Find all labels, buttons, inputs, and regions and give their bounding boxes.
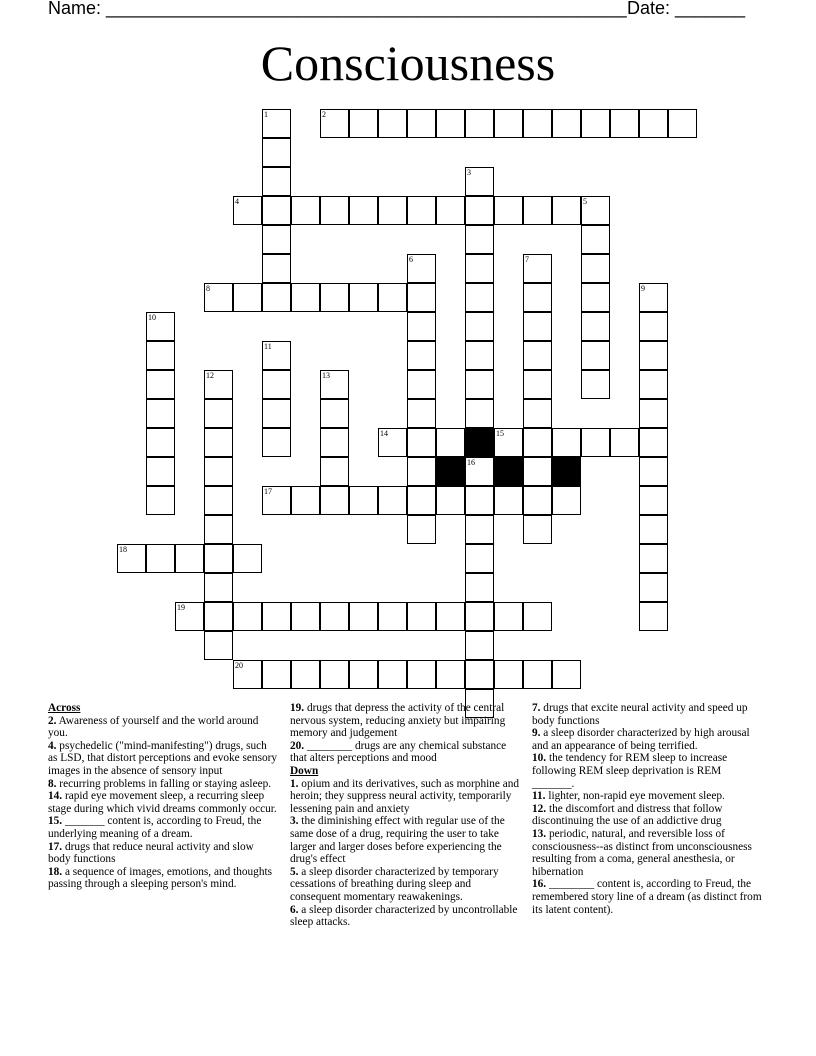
grid-cell[interactable] (465, 544, 494, 573)
grid-cell[interactable] (146, 341, 175, 370)
clue-number-label: 9. (532, 727, 541, 740)
clue-text: the tendency for REM sleep to increase following REM sleep deprivation is REM _______. (532, 752, 728, 790)
grid-cell[interactable] (465, 341, 494, 370)
clues-column-3 (532, 702, 764, 916)
clue-text: rapid eye movement sleep, a recurring sleep stage during which vivid dreams commonly occur. (48, 790, 277, 815)
grid-cell[interactable] (262, 660, 291, 689)
grid-cell[interactable] (407, 457, 436, 486)
clue-text: the diminishing effect with regular use of the same dose of a drug, requiring the user to take larger and larger doses before experiencing the drug's effect (290, 815, 505, 866)
grid-cell[interactable] (349, 486, 378, 515)
black-square (465, 428, 494, 457)
name-field-label[interactable]: Name: ____________________________________________________ (48, 0, 627, 18)
grid-cell[interactable] (639, 370, 668, 399)
grid-cell[interactable] (204, 399, 233, 428)
clue-text: a sleep disorder characterized by temporary cessations of breathing during sleep and consequent momentary reawakenings. (290, 865, 499, 903)
clue-number-label: 4. (48, 739, 57, 752)
grid-cell[interactable] (320, 457, 349, 486)
clue-number-label: 12. (532, 802, 547, 815)
down-clue (290, 778, 522, 816)
grid-cell[interactable] (262, 370, 291, 399)
grid-cell[interactable] (262, 486, 291, 515)
grid-cell[interactable] (291, 486, 320, 515)
grid-cell[interactable] (233, 196, 262, 225)
grid-cell[interactable] (117, 544, 146, 573)
across-clue (48, 715, 278, 740)
clue-number-label: 14. (48, 790, 63, 803)
grid-cell[interactable] (204, 544, 233, 573)
page-title: Consciousness (260, 35, 556, 91)
clue-number-label: 6. (290, 903, 299, 916)
grid-cell[interactable] (407, 109, 436, 138)
grid-cell[interactable] (581, 225, 610, 254)
grid-cell[interactable] (581, 109, 610, 138)
grid-cell[interactable] (349, 660, 378, 689)
clues-column-2 (290, 702, 522, 929)
across-heading: Across (48, 702, 81, 714)
clue-number: 15 (496, 429, 504, 438)
across-clue (48, 815, 278, 840)
grid-cell[interactable] (436, 602, 465, 631)
across-clue (290, 702, 522, 740)
grid-cell[interactable] (639, 428, 668, 457)
grid-cell[interactable] (523, 370, 552, 399)
grid-cell[interactable] (523, 312, 552, 341)
down-clue (532, 702, 764, 727)
grid-cell[interactable] (407, 312, 436, 341)
grid-cell[interactable] (262, 341, 291, 370)
grid-cell[interactable] (407, 660, 436, 689)
down-clue (290, 866, 522, 904)
grid-cell[interactable] (407, 370, 436, 399)
date-field-label[interactable]: Date: _______ (627, 0, 746, 18)
grid-cell[interactable] (349, 283, 378, 312)
grid-cell[interactable] (146, 370, 175, 399)
clue-number: 6 (409, 255, 413, 264)
clue-number-label: 17. (48, 840, 63, 853)
grid-cell[interactable] (610, 109, 639, 138)
grid-cell[interactable] (407, 428, 436, 457)
clue-number-label: 16. (532, 878, 547, 891)
grid-cell[interactable] (494, 660, 523, 689)
grid-cell[interactable] (320, 602, 349, 631)
grid-cell[interactable] (262, 167, 291, 196)
grid-cell[interactable] (262, 602, 291, 631)
grid-cell[interactable] (378, 283, 407, 312)
grid-cell[interactable] (262, 399, 291, 428)
clue-text: psychedelic ("mind-manifesting") drugs, such as LSD, that distort perceptions and evoke sensory images in the absence of sensory input (48, 739, 278, 777)
grid-cell[interactable] (262, 283, 291, 312)
grid-cell[interactable] (378, 109, 407, 138)
clue-number: 14 (380, 429, 388, 438)
grid-cell[interactable] (204, 457, 233, 486)
clue-number: 5 (583, 197, 587, 206)
grid-cell[interactable] (320, 399, 349, 428)
grid-cell[interactable] (465, 515, 494, 544)
down-clue (532, 803, 764, 828)
clue-number-label: 20. (290, 739, 305, 752)
clue-number-label: 19. (290, 702, 305, 714)
clue-number: 12 (206, 371, 214, 380)
clue-text: _______ content is, according to Freud, the underlying meaning of a dream. (48, 815, 262, 840)
grid-cell[interactable] (175, 602, 204, 631)
grid-cell[interactable] (639, 283, 668, 312)
across-clue (48, 740, 278, 778)
grid-cell[interactable] (146, 457, 175, 486)
clue-text: periodic, natural, and reversible loss of consciousness--as distinct from unconsciousness resulting from a coma, general anesthesia, or hibernation (532, 827, 752, 878)
grid-cell[interactable] (378, 660, 407, 689)
clue-text: lighter, non-rapid eye movement sleep. (545, 790, 725, 803)
grid-cell[interactable] (465, 573, 494, 602)
across-clue (48, 778, 278, 791)
clue-number-label: 3. (290, 815, 299, 828)
grid-cell[interactable] (146, 399, 175, 428)
grid-cell[interactable] (581, 196, 610, 225)
across-clue (290, 740, 522, 765)
grid-cell[interactable] (639, 109, 668, 138)
clue-text: Awareness of yourself and the world around you. (48, 714, 259, 740)
clue-number: 1 (264, 110, 268, 119)
grid-cell[interactable] (204, 486, 233, 515)
grid-cell[interactable] (494, 196, 523, 225)
grid-cell[interactable] (494, 602, 523, 631)
grid-cell[interactable] (668, 109, 697, 138)
clue-number-label: 8. (48, 777, 57, 790)
grid-cell[interactable] (581, 312, 610, 341)
grid-cell[interactable] (378, 486, 407, 515)
clue-number-label: 1. (290, 777, 299, 790)
grid-cell[interactable] (233, 544, 262, 573)
grid-cell[interactable] (204, 631, 233, 660)
grid-cell[interactable] (552, 660, 581, 689)
grid-cell[interactable] (407, 254, 436, 283)
grid-cell[interactable] (581, 283, 610, 312)
down-clue (532, 727, 764, 752)
grid-cell[interactable] (320, 283, 349, 312)
grid-cell[interactable] (465, 457, 494, 486)
grid-cell[interactable] (204, 370, 233, 399)
grid-cell[interactable] (349, 109, 378, 138)
clue-number-label: 11. (532, 790, 546, 803)
grid-cell[interactable] (233, 602, 262, 631)
grid-cell[interactable] (494, 486, 523, 515)
clue-number-label: 13. (532, 827, 547, 840)
grid-cell[interactable] (407, 283, 436, 312)
grid-cell[interactable] (204, 515, 233, 544)
grid-cell[interactable] (204, 283, 233, 312)
grid-cell[interactable] (523, 283, 552, 312)
clue-text: a sleep disorder characterized by uncontrollable sleep attacks. (290, 903, 518, 929)
grid-cell[interactable] (639, 573, 668, 602)
grid-cell[interactable] (639, 341, 668, 370)
clue-number-label: 18. (48, 865, 63, 878)
down-clue (532, 828, 764, 878)
grid-cell[interactable] (465, 196, 494, 225)
grid-cell[interactable] (436, 428, 465, 457)
grid-cell[interactable] (291, 283, 320, 312)
across-clue (48, 866, 278, 891)
grid-cell[interactable] (639, 399, 668, 428)
grid-cell[interactable] (581, 254, 610, 283)
grid-cell[interactable] (320, 109, 349, 138)
grid-cell[interactable] (465, 370, 494, 399)
grid-cell[interactable] (639, 486, 668, 515)
clue-text: recurring problems in falling or staying asleep. (56, 777, 272, 790)
grid-cell[interactable] (552, 428, 581, 457)
grid-cell[interactable] (465, 399, 494, 428)
grid-cell[interactable] (523, 660, 552, 689)
clue-number: 3 (467, 168, 471, 177)
clue-number: 9 (641, 284, 645, 293)
grid-cell[interactable] (262, 138, 291, 167)
down-heading: Down (290, 764, 319, 777)
grid-cell[interactable] (378, 196, 407, 225)
grid-cell[interactable] (523, 486, 552, 515)
clue-number: 11 (264, 342, 272, 351)
grid-cell[interactable] (262, 109, 291, 138)
grid-cell[interactable] (233, 660, 262, 689)
grid-cell[interactable] (523, 399, 552, 428)
grid-cell[interactable] (639, 312, 668, 341)
grid-cell[interactable] (407, 515, 436, 544)
grid-cell[interactable] (407, 486, 436, 515)
clue-number: 17 (264, 487, 272, 496)
grid-cell[interactable] (523, 341, 552, 370)
grid-cell[interactable] (407, 602, 436, 631)
black-square (494, 457, 523, 486)
clue-text: ________ content is, according to Freud, the remembered story line of a dream (as distinct from its latent content). (532, 878, 762, 916)
clue-number-label: 7. (532, 702, 541, 714)
clues-column-1 (48, 702, 278, 891)
across-clue (48, 790, 278, 815)
grid-cell[interactable] (146, 312, 175, 341)
down-clue (290, 904, 522, 929)
grid-cell[interactable] (523, 109, 552, 138)
grid-cell[interactable] (465, 167, 494, 196)
grid-cell[interactable] (523, 602, 552, 631)
grid-cell[interactable] (552, 196, 581, 225)
grid-cell[interactable] (581, 341, 610, 370)
grid-cell[interactable] (262, 225, 291, 254)
grid-cell[interactable] (291, 660, 320, 689)
clue-number-label: 2. (48, 714, 57, 727)
grid-cell[interactable] (320, 370, 349, 399)
grid-cell[interactable] (407, 399, 436, 428)
clue-number: 19 (177, 603, 185, 612)
grid-cell[interactable] (204, 573, 233, 602)
clue-number: 8 (206, 284, 210, 293)
clue-number: 20 (235, 661, 243, 670)
clue-number-label: 5. (290, 865, 299, 878)
grid-cell[interactable] (262, 428, 291, 457)
clue-text: drugs that excite neural activity and speed up body functions (532, 702, 748, 727)
down-clue (532, 752, 764, 790)
clue-number-label: 15. (48, 815, 63, 828)
grid-cell[interactable] (436, 109, 465, 138)
grid-cell[interactable] (639, 457, 668, 486)
grid-cell[interactable] (407, 196, 436, 225)
clue-text: opium and its derivatives, such as morphine and heroin; they suppress neural activity, temporarily lessening pain and anxiety (290, 777, 520, 815)
grid-cell[interactable] (320, 196, 349, 225)
grid-cell[interactable] (581, 428, 610, 457)
grid-cell[interactable] (610, 428, 639, 457)
grid-cell[interactable] (436, 486, 465, 515)
grid-cell[interactable] (552, 486, 581, 515)
grid-cell[interactable] (465, 225, 494, 254)
clue-text: drugs that reduce neural activity and slow body functions (48, 840, 254, 866)
grid-cell[interactable] (291, 196, 320, 225)
grid-cell[interactable] (465, 602, 494, 631)
grid-cell[interactable] (465, 109, 494, 138)
grid-cell[interactable] (407, 341, 436, 370)
grid-cell[interactable] (204, 602, 233, 631)
grid-cell[interactable] (146, 428, 175, 457)
grid-cell[interactable] (233, 283, 262, 312)
grid-cell[interactable] (175, 544, 204, 573)
grid-cell[interactable] (523, 254, 552, 283)
grid-cell[interactable] (465, 283, 494, 312)
grid-cell[interactable] (523, 457, 552, 486)
clue-text: ________ drugs are any chemical substance that alters perceptions and mood (290, 739, 507, 765)
clue-text: drugs that depress the activity of the central nervous system, reducing anxiety but impairing memory and judgement (290, 702, 506, 740)
grid-cell[interactable] (436, 196, 465, 225)
grid-cell[interactable] (378, 428, 407, 457)
grid-cell[interactable] (639, 602, 668, 631)
down-clue (532, 790, 764, 803)
grid-cell[interactable] (494, 109, 523, 138)
grid-cell[interactable] (349, 196, 378, 225)
grid-cell[interactable] (552, 109, 581, 138)
grid-cell[interactable] (291, 602, 320, 631)
grid-cell[interactable] (523, 196, 552, 225)
grid-cell[interactable] (581, 370, 610, 399)
clue-text: a sequence of images, emotions, and thoughts passing through a sleeping person's mind. (48, 865, 273, 891)
grid-cell[interactable] (146, 486, 175, 515)
grid-cell[interactable] (262, 196, 291, 225)
grid-cell[interactable] (378, 602, 407, 631)
grid-cell[interactable] (320, 428, 349, 457)
grid-cell[interactable] (523, 428, 552, 457)
grid-cell[interactable] (320, 660, 349, 689)
grid-cell[interactable] (262, 254, 291, 283)
clue-number: 10 (148, 313, 156, 322)
clue-number-label: 10. (532, 752, 547, 765)
grid-cell[interactable] (523, 515, 552, 544)
clue-text: a sleep disorder characterized by high arousal and an appearance of being terrified. (532, 727, 750, 752)
clue-number: 4 (235, 197, 239, 206)
grid-cell[interactable] (436, 660, 465, 689)
clue-number: 13 (322, 371, 330, 380)
across-clue (48, 841, 278, 866)
clue-number: 18 (119, 545, 127, 554)
grid-cell[interactable] (349, 602, 378, 631)
grid-cell[interactable] (320, 486, 349, 515)
clue-text: the discomfort and distress that follow discontinuing the use of an addictive drug (532, 802, 723, 828)
black-square (436, 457, 465, 486)
grid-cell[interactable] (639, 515, 668, 544)
black-square (552, 457, 581, 486)
down-clue (532, 878, 764, 916)
grid-cell[interactable] (465, 486, 494, 515)
grid-cell[interactable] (494, 428, 523, 457)
grid-cell[interactable] (465, 312, 494, 341)
grid-cell[interactable] (639, 544, 668, 573)
grid-cell[interactable] (465, 254, 494, 283)
clue-number: 16 (467, 458, 475, 467)
down-clue (290, 815, 522, 865)
clue-number: 7 (525, 255, 529, 264)
grid-cell[interactable] (465, 631, 494, 660)
grid-cell[interactable] (465, 660, 494, 689)
grid-cell[interactable] (204, 428, 233, 457)
clue-number: 2 (322, 110, 326, 119)
grid-cell[interactable] (146, 544, 175, 573)
